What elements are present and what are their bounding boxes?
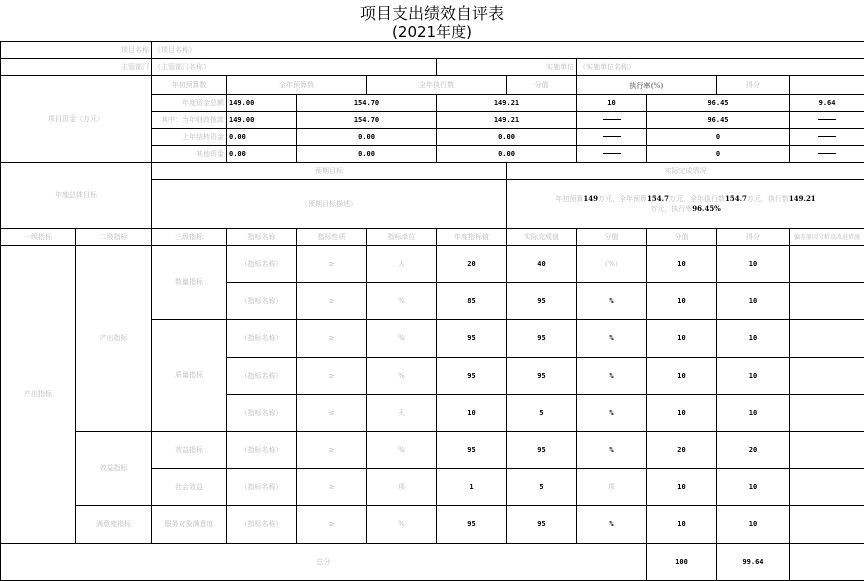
ind-level2: 产出指标 — [76, 246, 152, 432]
funds-row-label: 年度资金总额 — [152, 95, 227, 112]
total-label: 总分 — [1, 544, 647, 581]
project-name-value: （项目名称） — [152, 42, 864, 59]
funds-full-year: 0.00 — [297, 146, 437, 163]
funds-row-label: 其他资金 — [152, 146, 227, 163]
ind-type: ≥ — [297, 283, 367, 320]
ind-score: 10 — [647, 469, 717, 506]
funds-section-label: 项目资金（万元） — [1, 76, 152, 163]
ind-note — [790, 395, 864, 432]
total-score: 100 — [647, 544, 717, 581]
goals-expected-header: 预期目标 — [152, 163, 507, 180]
ind-note — [790, 506, 864, 544]
ind-target: 95 — [437, 320, 507, 358]
funds-header-executed: 全年执行数 — [367, 76, 507, 95]
ind-header-5: 指标单位 — [367, 229, 437, 246]
ind-unit: 人 — [367, 246, 437, 283]
goals-section-label: 年度总体目标 — [1, 163, 152, 229]
ind-got: 10 — [717, 320, 790, 358]
funds-full-year: 154.70 — [297, 112, 437, 129]
funds-executed: 0.00 — [437, 146, 577, 163]
ind-unit: 项 — [367, 469, 437, 506]
ind-weight: （%） — [577, 246, 647, 283]
ind-got: 10 — [717, 246, 790, 283]
funds-header-got: 得分 — [717, 76, 790, 95]
goals-actual-figure: 96.45% — [692, 204, 721, 213]
ind-score: 10 — [647, 395, 717, 432]
ind-weight: % — [577, 358, 647, 395]
ind-unit: % — [367, 506, 437, 544]
funds-executed: 149.21 — [437, 112, 577, 129]
indicator-row — [1, 506, 864, 544]
funds-score-dash — [577, 146, 647, 163]
funds-header-full-year: 全年预算数 — [227, 76, 367, 95]
ind-got: 10 — [717, 506, 790, 544]
goals-actual-part: 年初预算 — [555, 195, 583, 203]
ind-name: （指标名称） — [227, 246, 297, 283]
supervisor-label: 主管部门 — [1, 59, 152, 76]
ind-score: 10 — [647, 283, 717, 320]
ind-weight: % — [577, 283, 647, 320]
ind-note — [790, 283, 864, 320]
ind-actual: 5 — [507, 469, 577, 506]
ind-weight: % — [577, 506, 647, 544]
total-got: 99.64 — [717, 544, 790, 581]
ind-header-9: 分值 — [647, 229, 717, 246]
ind-got: 10 — [717, 395, 790, 432]
ind-target: 20 — [437, 246, 507, 283]
funds-executed: 0.00 — [437, 129, 577, 146]
goals-actual-text — [507, 180, 864, 229]
ind-header-2: 三级指标 — [152, 229, 227, 246]
ind-header-8: 分值 — [577, 229, 647, 246]
goals-actual-header: 实际完成情况 — [507, 163, 864, 180]
project-name-row — [1, 42, 864, 59]
funds-row-label: 上年结转资金 — [152, 129, 227, 146]
funds-score-dash — [577, 112, 647, 129]
ind-type: ≤ — [297, 395, 367, 432]
ind-level2: 满意度指标 — [76, 506, 152, 544]
funds-got-dash — [790, 112, 864, 129]
ind-header-4: 指标性质 — [297, 229, 367, 246]
ind-target: 1 — [437, 469, 507, 506]
department-row — [1, 59, 864, 76]
funds-header-exec-rate: 执行率(%) — [577, 76, 717, 95]
funds-header-row — [1, 76, 864, 95]
funds-score-dash — [577, 129, 647, 146]
funds-row-label: 其中：当年财政拨款 — [152, 112, 227, 129]
ind-score: 10 — [647, 246, 717, 283]
funds-budget: 149.00 — [227, 112, 297, 129]
ind-score: 10 — [647, 358, 717, 395]
ind-actual: 95 — [507, 506, 577, 544]
goals-actual-figure: 149.21 — [789, 194, 816, 203]
project-name-label: 项目名称 — [1, 42, 152, 59]
indicator-row — [1, 246, 864, 283]
ind-score: 10 — [647, 320, 717, 358]
evaluation-table — [0, 41, 864, 581]
indicator-row — [1, 432, 864, 469]
ind-unit: % — [367, 283, 437, 320]
ind-level1: 产出指标 — [1, 246, 76, 544]
goals-actual-part: 万元，全年预算 — [598, 195, 647, 203]
goals-actual-figure: 154.7 — [725, 194, 747, 203]
funds-got-dash — [790, 146, 864, 163]
goals-actual-figure: 149 — [583, 194, 598, 203]
ind-name: （指标名称） — [227, 283, 297, 320]
ind-header-0: 一级指标 — [1, 229, 76, 246]
ind-actual: 95 — [507, 283, 577, 320]
ind-type: ≥ — [297, 469, 367, 506]
ind-got: 10 — [717, 283, 790, 320]
ind-note — [790, 246, 864, 283]
ind-note — [790, 358, 864, 395]
ind-header-3: 指标名称 — [227, 229, 297, 246]
funds-full-year: 0.00 — [297, 129, 437, 146]
ind-level3: 数量指标 — [152, 246, 227, 320]
funds-exec-rate: 96.45 — [647, 112, 790, 129]
ind-note — [790, 432, 864, 469]
ind-weight: % — [577, 320, 647, 358]
ind-score: 10 — [647, 506, 717, 544]
ind-level3: 效益指标 — [152, 432, 227, 469]
total-row — [1, 544, 864, 581]
ind-actual: 95 — [507, 432, 577, 469]
ind-name: （指标名称） — [227, 469, 297, 506]
ind-note — [790, 469, 864, 506]
goals-header-row — [1, 163, 864, 180]
funds-executed: 149.21 — [437, 95, 577, 112]
implementer-value: （实施单位名称） — [577, 59, 864, 76]
funds-exec-rate: 0 — [647, 146, 790, 163]
ind-type: ≥ — [297, 506, 367, 544]
funds-full-year: 154.70 — [297, 95, 437, 112]
ind-unit: % — [367, 358, 437, 395]
ind-target: 95 — [437, 432, 507, 469]
goals-expected-text: （预期目标描述） — [152, 180, 507, 229]
ind-got: 20 — [717, 432, 790, 469]
goals-actual-figure: 154.7 — [647, 194, 669, 203]
ind-name: （指标名称） — [227, 432, 297, 469]
ind-got: 10 — [717, 469, 790, 506]
funds-budget: 149.00 — [227, 95, 297, 112]
ind-header-7: 实际完成值 — [507, 229, 577, 246]
indicator-header-row — [1, 229, 864, 246]
ind-target: 95 — [437, 358, 507, 395]
funds-got: 9.64 — [790, 95, 864, 112]
ind-unit: 天 — [367, 395, 437, 432]
funds-header-budget: 年初预算数 — [152, 76, 227, 95]
ind-type: ≥ — [297, 358, 367, 395]
ind-level3: 服务对象满意度 — [152, 506, 227, 544]
ind-actual: 40 — [507, 246, 577, 283]
ind-weight: % — [577, 432, 647, 469]
funds-budget: 0.00 — [227, 146, 297, 163]
funds-got-dash — [790, 129, 864, 146]
goals-actual-part: 万元，执行数 — [747, 195, 789, 203]
page-subtitle: (2021年度) — [0, 21, 864, 42]
ind-actual: 5 — [507, 395, 577, 432]
funds-budget: 0.00 — [227, 129, 297, 146]
ind-actual: 95 — [507, 358, 577, 395]
ind-actual: 95 — [507, 320, 577, 358]
goals-actual-part: 万元，执行率 — [650, 205, 692, 213]
ind-name: （指标名称） — [227, 395, 297, 432]
ind-header-6: 年度指标值 — [437, 229, 507, 246]
ind-note — [790, 320, 864, 358]
ind-unit: % — [367, 320, 437, 358]
ind-weight: % — [577, 395, 647, 432]
ind-header-1: 二级指标 — [76, 229, 152, 246]
funds-score: 10 — [577, 95, 647, 112]
total-note — [790, 544, 864, 581]
ind-target: 85 — [437, 283, 507, 320]
ind-got: 10 — [717, 358, 790, 395]
ind-name: （指标名称） — [227, 358, 297, 395]
ind-weight: 项 — [577, 469, 647, 506]
implementer-label: 实施单位 — [437, 59, 577, 76]
page-title: 项目支出绩效自评表 — [0, 1, 864, 24]
ind-type: ≥ — [297, 246, 367, 283]
ind-target: 10 — [437, 395, 507, 432]
ind-target: 95 — [437, 506, 507, 544]
ind-level3: 社会效益 — [152, 469, 227, 506]
ind-header-10: 得分 — [717, 229, 790, 246]
ind-header-11: 偏差原因分析及改进措施 — [790, 229, 864, 246]
ind-type: ≥ — [297, 320, 367, 358]
ind-type: ≥ — [297, 432, 367, 469]
ind-name: （指标名称） — [227, 506, 297, 544]
funds-exec-rate: 96.45 — [647, 95, 790, 112]
ind-level2: 效益指标 — [76, 432, 152, 506]
ind-score: 20 — [647, 432, 717, 469]
goals-actual-part: 万元，全年执行数 — [669, 195, 725, 203]
ind-name: （指标名称） — [227, 320, 297, 358]
ind-level3: 质量指标 — [152, 320, 227, 432]
funds-header-score: 分值 — [507, 76, 577, 95]
supervisor-value: （主管部门名称） — [152, 59, 437, 76]
funds-exec-rate: 0 — [647, 129, 790, 146]
ind-unit: % — [367, 432, 437, 469]
